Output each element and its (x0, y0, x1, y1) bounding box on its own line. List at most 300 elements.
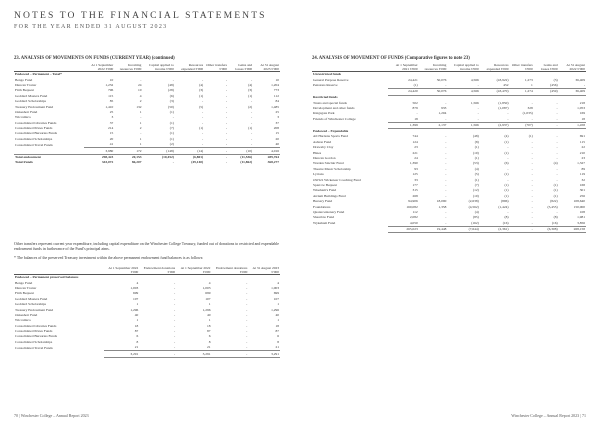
column-header: Endowment donations £'000 (139, 266, 176, 275)
cell-value: 40 (134, 312, 139, 317)
cell-value: - (202, 77, 204, 82)
cell-value: 3,291 (248, 351, 280, 357)
cell-value: 24,420 (388, 89, 419, 95)
cell-value: - (531, 215, 533, 220)
cell-value: (148) (142, 148, 174, 154)
cell-value: 1 (277, 318, 279, 323)
cell-value: - (202, 136, 204, 141)
cell-value: - (202, 99, 204, 104)
cell-value: 6 (136, 334, 139, 339)
cell-value: 21 (206, 345, 211, 350)
cell-value: 18 (581, 116, 585, 121)
cell-value: 796 (107, 88, 114, 93)
cell-value: 15 (109, 131, 114, 136)
row-label (312, 226, 388, 232)
cell-value: 2 (139, 99, 142, 104)
cell-value: 2 (139, 126, 142, 131)
column-header: At 31 August 2023 £'000 (248, 266, 280, 275)
cell-value: 6 (208, 334, 211, 339)
cell-value: 23 (581, 156, 585, 161)
cell-value: (456) (550, 82, 558, 87)
cell-value: (707) (510, 123, 534, 129)
cell-value: 10 (275, 77, 279, 82)
cell-value: 21 (134, 345, 139, 350)
cell-value: - (556, 156, 558, 161)
cell-value: - (140, 131, 142, 136)
cell-value: - (531, 193, 533, 198)
cell-value: - (140, 77, 142, 82)
row-label: Theatre Music Scholarship (313, 166, 351, 171)
cell-value: - (556, 100, 558, 105)
row-label: Pensions Reserve (313, 83, 338, 88)
cell-value: - (174, 323, 176, 328)
cell-value: 1,053 (577, 106, 585, 111)
cell-value: 87 (275, 329, 279, 334)
column-header: Incoming resources £'000 (114, 63, 142, 72)
cell-value: - (531, 177, 533, 182)
cell-value: 268,158 (559, 226, 586, 232)
cell-value: - (246, 307, 248, 312)
cell-value: 1 (136, 302, 139, 307)
cell-value: - (246, 302, 248, 307)
column-header: At 1 September 2022 £'000 (104, 266, 139, 275)
cell-value: (16) (502, 220, 509, 225)
cell-value: - (225, 99, 228, 104)
notes (14, 242, 280, 264)
cell-value: 93 (414, 166, 418, 171)
cell-value: - (225, 131, 228, 136)
cell-value: - (445, 177, 447, 182)
cell-value: (1) (474, 156, 479, 161)
cell-value: (1) (169, 120, 174, 125)
cell-value: - (246, 312, 248, 317)
cell-value: 41 (109, 142, 114, 147)
cell-value: (1) (169, 109, 174, 114)
cell-value: - (507, 145, 509, 150)
cell-value: 19,448 (419, 226, 448, 232)
cell-value: 115 (108, 93, 114, 98)
cell-value: - (225, 93, 228, 98)
cell-value: 1,399 (388, 123, 419, 129)
cell-value: - (531, 150, 533, 155)
cell-value: 1 (139, 120, 142, 125)
cell-value: 86,207 (131, 160, 142, 165)
row-label: Consolidated Bursaries Funds (15, 131, 57, 136)
cell-value: 1 (208, 318, 211, 323)
cell-value: - (477, 106, 479, 111)
cell-value: 37 (109, 120, 114, 125)
left-section-title: 23. ANALYSIS OF MOVEMENTS ON FUNDS (CURRENT YEAR) (continued) (14, 56, 175, 61)
cell-value: - (174, 280, 176, 285)
row-label: Consolidated Scholarships (15, 339, 53, 344)
cell-value: 24 (137, 82, 142, 87)
cell-value: - (531, 116, 533, 121)
cell-value: 8 (277, 339, 279, 344)
cell-value: (4) (199, 82, 204, 87)
row-label: Consolidated Prizes Funds (15, 126, 53, 131)
cell-value: 84 (275, 99, 279, 104)
cell-value: - (445, 82, 447, 87)
group-title: Restricted funds (313, 95, 338, 100)
row-label: Consolidated Travel Funds (15, 345, 53, 350)
cell-value: 214 (107, 126, 114, 131)
cell-value: - (225, 115, 228, 120)
cell-value: - (204, 154, 228, 160)
cell-value: 87 (134, 329, 139, 334)
group-title: Unrestricted funds (313, 72, 342, 77)
cell-value: (896) (500, 199, 509, 204)
cell-value: - (174, 302, 176, 307)
cell-value: 1 (531, 82, 533, 87)
cell-value: - (556, 177, 558, 182)
cell-value: 18 (206, 323, 211, 328)
column-header: At 1 September 2022 £'000 (84, 63, 114, 72)
cell-value: 25 (109, 109, 114, 114)
cell-value: 1 (136, 318, 139, 323)
row-label: Consolidated Bursaries Funds (15, 334, 57, 339)
row-label: OWGS Wicketeer Coaching Fund (313, 177, 361, 182)
cell-value: (2,937) (480, 123, 510, 129)
cell-value: (1) (199, 126, 204, 131)
row-label: Duncan Gordon (313, 156, 336, 161)
cell-value: - (174, 329, 176, 334)
cell-value: 1,566 (470, 100, 479, 105)
cell-value: (4) (474, 166, 479, 171)
cell-value: - (445, 116, 447, 121)
cell-value: (8) (504, 215, 509, 220)
cell-value: 4,566 (470, 77, 479, 82)
cell-value: 4 (277, 280, 279, 285)
cell-value: 6 (277, 334, 279, 339)
page-number-right: 71 (582, 413, 586, 418)
cell-value: - (507, 177, 509, 182)
cell-value: 2,137 (419, 123, 448, 129)
cell-value: 368,277 (267, 160, 279, 165)
cell-value: - (531, 188, 533, 193)
cell-value: 1 (139, 109, 142, 114)
page-number-left: 70 (14, 413, 18, 418)
cell-value: - (174, 339, 176, 344)
cell-value: 1,003 (271, 285, 279, 290)
cell-value: - (416, 111, 418, 116)
cell-value: - (507, 111, 509, 116)
cell-value: 933 (441, 106, 447, 111)
cell-value: (85) (472, 215, 479, 220)
column-header: At 1 September 2021 £'000 (388, 63, 419, 72)
cell-value: (6) (169, 93, 174, 98)
cell-value: 160,082 (406, 204, 418, 209)
cell-value: 40 (275, 312, 279, 317)
cell-value: - (251, 115, 253, 120)
cell-value: (49,140) (191, 160, 204, 165)
row-label: Duncan Trotter (15, 285, 37, 290)
cell-value: - (204, 148, 228, 154)
row-label: Oakeshott Fund (15, 312, 38, 317)
column-header: At 1 September 2022 £'000 (176, 266, 211, 275)
cell-value: - (225, 104, 228, 109)
cell-value: 298,423 (84, 154, 114, 160)
cell-value: 107 (273, 296, 279, 301)
row-label (14, 351, 104, 357)
cell-value: (10) (472, 193, 479, 198)
cell-value: (7) (169, 126, 174, 131)
cell-value: - (251, 131, 253, 136)
cell-value: 221 (412, 150, 418, 155)
cell-value: (1) (169, 131, 174, 136)
cell-value: - (445, 209, 447, 214)
cell-value: - (507, 166, 509, 171)
cell-value: 108 (579, 209, 585, 214)
cell-value: (5) (474, 172, 479, 177)
cell-value: - (556, 150, 558, 155)
cell-value: - (445, 134, 447, 139)
cell-value: - (225, 142, 228, 147)
cell-value: - (477, 116, 479, 121)
column-header: Other transfers £'000 (206, 63, 228, 71)
cell-value: (16) (551, 220, 558, 225)
cell-value: 3,856 (577, 220, 585, 225)
row-label: Trusts and special funds (313, 100, 347, 105)
cell-value: (10) (472, 150, 479, 155)
cell-value: - (507, 116, 509, 121)
cell-value: 1 (277, 302, 279, 307)
cell-value: - (445, 220, 447, 225)
cell-value: 169 (579, 111, 585, 116)
cell-value: - (531, 145, 533, 150)
cell-value: - (556, 134, 558, 139)
cell-value: - (507, 156, 509, 161)
cell-value: (48) (168, 82, 174, 87)
cell-value: - (246, 334, 248, 339)
cell-value: (1) (199, 93, 204, 98)
row-label: Development and other funds (313, 106, 355, 111)
cell-value: 1,296 (271, 307, 279, 312)
cell-value: 879 (412, 106, 418, 111)
row-label: Goddard Masters Fund (15, 296, 48, 301)
preserved-balances-table (14, 266, 280, 358)
cell-value: 50,076 (436, 77, 447, 82)
column-header: Capital applied to income £'000 (447, 63, 479, 72)
cell-value: - (174, 307, 176, 312)
cell-value: (1) (474, 145, 479, 150)
cell-value: (12) (472, 188, 479, 193)
cell-value: - (531, 204, 533, 209)
cell-value: 301 (579, 188, 585, 193)
cell-value: (7) (474, 183, 479, 187)
cell-value: 1,358 (438, 204, 447, 209)
cell-value: - (556, 172, 558, 177)
row-label: Goddard Scholarships (15, 302, 47, 307)
page-subtitle: FOR THE YEAR ENDED 31 AUGUST 2023 (14, 24, 168, 30)
table-row (14, 351, 280, 357)
row-label: Treasury Endowment Fund (15, 104, 54, 109)
cell-value: - (174, 345, 176, 350)
cell-value: 3,291 (176, 351, 211, 357)
cell-value: 691 (579, 134, 585, 139)
cell-value: 1,274 (510, 89, 534, 95)
cell-value: (459) (534, 89, 559, 95)
cell-value: 452 (503, 82, 509, 87)
cell-value: - (174, 296, 176, 301)
row-label: Lyrions (313, 172, 324, 177)
cell-value: 773 (273, 88, 279, 93)
cell-value: - (251, 109, 253, 114)
cell-value: 1,981 (577, 215, 585, 220)
cell-value: (1) (504, 193, 509, 198)
cell-value: 1 (139, 142, 142, 147)
cell-value: 168 (579, 183, 585, 187)
row-label: Wiseham's Fund (313, 188, 337, 193)
cell-value: - (556, 209, 558, 214)
row-label: Quatercentenary Fund (313, 209, 345, 214)
table-row (14, 160, 280, 165)
cell-value: - (225, 120, 228, 125)
column-header: Gains and losses £'000 (228, 63, 253, 72)
cell-value: 172 (114, 148, 142, 154)
cell-value: - (140, 115, 142, 120)
cell-value: 1,003 (130, 285, 139, 290)
row-label: Bengo Fund (15, 77, 33, 82)
footer-left: 70 | Winchester College – Annual Report 2023 (14, 413, 89, 418)
cell-value: 24 (414, 156, 418, 161)
row-label: Total endowment (14, 154, 84, 160)
cell-value: 177 (412, 183, 418, 187)
cell-value: 699 (133, 291, 139, 296)
cell-value: 85 (109, 99, 114, 104)
row-label: Consolidated Scholarships (15, 136, 53, 141)
cell-value: (14) (175, 148, 204, 154)
cell-value: 265,023 (388, 226, 419, 232)
column-header: Other transfers £'000 (510, 63, 534, 72)
cell-value: - (445, 215, 447, 220)
cell-value: 36,409 (575, 77, 585, 82)
row-label: General Purpose Reserve (313, 77, 349, 82)
cell-value: 315 (412, 188, 418, 193)
row-label: Wiccamica (15, 115, 31, 120)
group-title: Endowed – Permanent preserved balances (15, 275, 79, 280)
column-header: At 31 August 2022 £'000 (559, 63, 586, 72)
cell-value: - (225, 126, 228, 131)
cell-value: 40 (275, 142, 279, 147)
cell-value: 1,485 (271, 104, 279, 109)
cell-value: - (531, 199, 533, 204)
cell-value: - (477, 111, 479, 116)
column-header: At 31 August 2023 £'000 (253, 63, 280, 72)
cell-value: (50) (168, 104, 174, 109)
row-label: Sparrow Bequest (313, 183, 338, 187)
cell-value: 125 (412, 172, 418, 177)
cell-value: - (531, 161, 533, 166)
cell-value: - (445, 172, 447, 177)
cell-value: 1,458 (559, 123, 586, 129)
row-label: Oakeshott Fund (15, 109, 38, 114)
cell-value: (1) (553, 193, 558, 198)
cell-value: (1,035) (522, 111, 533, 116)
cell-value: 4,566 (447, 89, 479, 95)
cell-value: - (202, 142, 204, 147)
cell-value: 3 (111, 115, 114, 120)
cell-value: (4) (553, 161, 558, 166)
cell-value: - (531, 139, 533, 144)
row-label: Bengo Fund (15, 280, 33, 285)
cell-value: (8) (474, 139, 479, 144)
cell-value: - (202, 131, 204, 136)
cell-value: - (445, 188, 447, 193)
cell-value: 132 (136, 104, 142, 109)
cell-value: - (174, 291, 176, 296)
cell-value: 33 (414, 177, 418, 182)
cell-value: (1) (413, 82, 418, 87)
cell-value: 3,291 (104, 351, 139, 357)
cell-value: - (211, 351, 248, 357)
row-label: Duncan Trotter (15, 82, 37, 87)
cell-value: (4) (504, 134, 509, 139)
cell-value: - (445, 145, 447, 150)
row-label: Atrium Buildings Fund (313, 193, 346, 198)
cell-value: (1,424) (498, 204, 509, 209)
cell-value: - (139, 351, 176, 357)
cell-value: - (246, 329, 248, 334)
cell-value: - (556, 116, 558, 121)
cell-value: 24,421 (408, 77, 418, 82)
cell-value: - (172, 160, 174, 165)
note-transfers: Other transfers represent current year expenditure, including capital expenditure on the Winchester College Treasury, funded out of donations to restricted and expendable endowment funds in furtherance of the Fund's principal aims. (14, 242, 279, 252)
cell-value: 115 (579, 139, 585, 144)
cell-value: (7,644) (447, 226, 479, 232)
cell-value: 20,153 (114, 154, 142, 160)
cell-value: 1,296 (202, 307, 211, 312)
footer-right: Winchester College – Annual Report 2023 | 71 (511, 413, 586, 418)
cell-value: (10,452) (142, 154, 174, 160)
cell-value: (1) (553, 183, 558, 187)
cell-value: - (225, 82, 228, 87)
note-preserved: * The balances of the preserved Treasury investment within the above permanent endowment fund balances is as follows: (14, 255, 204, 260)
cell-value: (8) (553, 215, 558, 220)
cell-value: 1,204 (271, 82, 279, 87)
cell-value: (1) (169, 136, 174, 141)
cell-value: (1) (504, 188, 509, 193)
cell-value: (5) (199, 104, 204, 109)
cell-value: 23 (414, 145, 418, 150)
cell-value: 1,003 (202, 285, 211, 290)
cell-value: (3) (553, 77, 558, 82)
cell-value: - (225, 88, 228, 93)
cell-value: 8 (208, 339, 211, 344)
cell-value: (1,087) (498, 106, 509, 111)
cell-value: 15 (275, 131, 279, 136)
cell-value: 89 (581, 166, 585, 171)
cell-value: - (246, 339, 248, 344)
cell-value: 150,000 (573, 204, 585, 209)
cell-value: - (445, 193, 447, 198)
cell-value: - (251, 136, 253, 141)
row-label: Kingsgate Park (313, 111, 335, 116)
cell-value: 256 (579, 193, 585, 198)
cell-value: - (172, 115, 174, 120)
cell-value: - (251, 77, 253, 82)
cell-value: - (531, 209, 533, 214)
row-label: All Hardens Sports Fund (313, 134, 348, 139)
cell-value: 37 (275, 120, 279, 125)
cell-value: 108,640 (573, 199, 585, 204)
cell-value: 124 (412, 139, 418, 144)
cell-value: - (556, 111, 558, 116)
cell-value: 107 (133, 296, 139, 301)
cell-value: 1 (208, 302, 211, 307)
cell-value: 4 (136, 280, 139, 285)
cell-value: (43,922) (496, 77, 509, 82)
row-label: Firth Bequest (15, 291, 34, 296)
